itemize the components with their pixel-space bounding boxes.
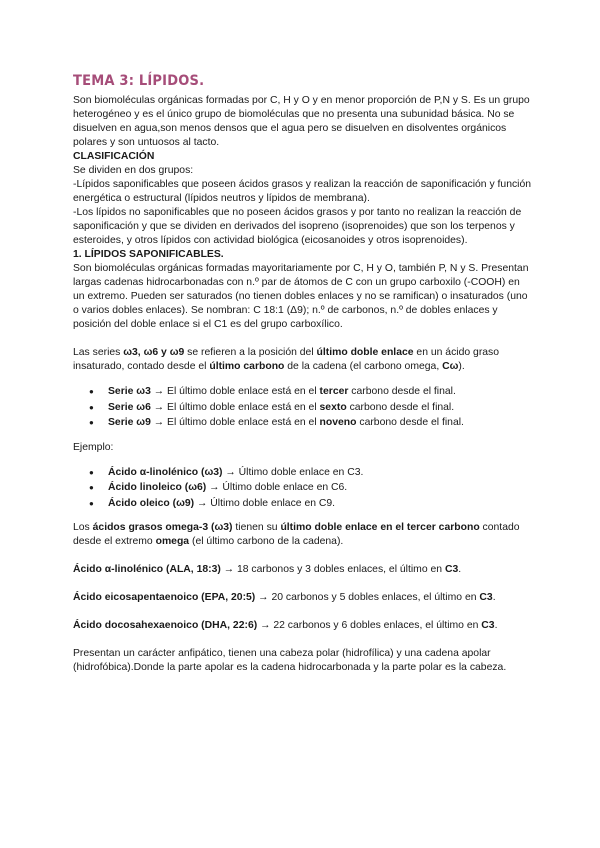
acid-line: Ácido docosahexaenoico (DHA, 22:6) → 22 carbonos y 6 dobles enlaces, el último en C3. [73,620,498,631]
classification-item: -Los lípidos no saponificables que no poseen ácidos grasos y por tanto no realizan la reacción de saponificación y que se dividen en derivados del isopreno (isoprenoides) que son los terpenos y esteroides, y otros lípidos con actividad biológica (eicosanoides y otros isoprenoides). [73,207,522,246]
series-list [73,384,533,431]
closing-paragraph: Presentan un carácter anfipático, tienen una cabeza polar (hidrofílica) y una cadena apolar (hidrofóbica).Donde la parte apolar es la cadena hidrocarbonada y la parte polar es la cabeza. [73,648,507,673]
list-item: ● Serie ω3 → El último doble enlace está en el tercer carbono desde el final. [73,384,533,400]
page-title: TEMA 3: LÍPIDOS. [73,73,205,89]
classification-heading: CLASIFICACIÓN [73,151,155,162]
list-item: ● Ácido α-linolénico (ω3) → Último doble enlace en C3. [73,465,533,481]
example-label: Ejemplo: [73,441,114,453]
list-item: ● Serie ω6 → El último doble enlace está en el sexto carbono desde el final. [73,400,533,416]
series-paragraph: Las series ω3, ω6 y ω9 se refieren a la posición del último doble enlace en un ácido graso insaturado, contado desde el último carbono de la cadena (el carbono omega, Cω). [73,347,500,372]
list-item: ● Ácido linoleico (ω6) → Último doble enlace en C6. [73,480,533,496]
document-page [73,72,533,675]
intro-paragraph: Son biomoléculas orgánicas formadas por C, H y O y en menor proporción de P,N y S. Es un grupo heterogéneo y es el único grupo de biomoléculas que no presenta una subunidad básica. No se disuelven en agua,son menos densos que el agua pero se disuelven en disolventes orgánicos polares y son untuosos al tacto. [73,95,530,148]
classification-item: -Lípidos saponificables que poseen ácidos grasos y realizan la reacción de saponificación y función energética o estructural (lípidos neutros y lípidos de membrana). [73,179,532,204]
acid-line: Ácido eicosapentaenoico (EPA, 20:5) → 20 carbonos y 5 dobles enlaces, el último en C3. [73,592,496,603]
section-heading: 1. LÍPIDOS SAPONIFICABLES. [73,249,224,260]
classification-intro: Se dividen en dos grupos: [73,165,194,176]
section-paragraph: Son biomoléculas orgánicas formadas mayoritariamente por C, H y O, también P, N y S. Presentan largas cadenas hidrocarbonadas con n.º par de átomos de C con un grupo carboxilo (-COOH) en un extremo. Pueden ser saturados (no tienen dobles enlaces y no se ramifican) o insaturados (uno o varios dobles enlaces). Se nombran: C 18:1 (Δ9); n.º de carbonos, n.º de dobles enlaces y posición del doble enlace si el C1 es del grupo carboxílico. [73,263,529,330]
examples-list [73,465,533,512]
list-item: ● Serie ω9 → El último doble enlace está en el noveno carbono desde el final. [73,415,533,431]
omega3-paragraph: Los ácidos grasos omega-3 (ω3) tienen su último doble enlace en el tercer carbono contado desde el extremo omega (el último carbono de la cadena). [73,522,520,547]
list-item: ● Ácido oleico (ω9) → Último doble enlace en C9. [73,496,533,512]
acid-line: Ácido α-linolénico (ALA, 18:3) → 18 carbonos y 3 dobles enlaces, el último en C3. [73,564,462,575]
